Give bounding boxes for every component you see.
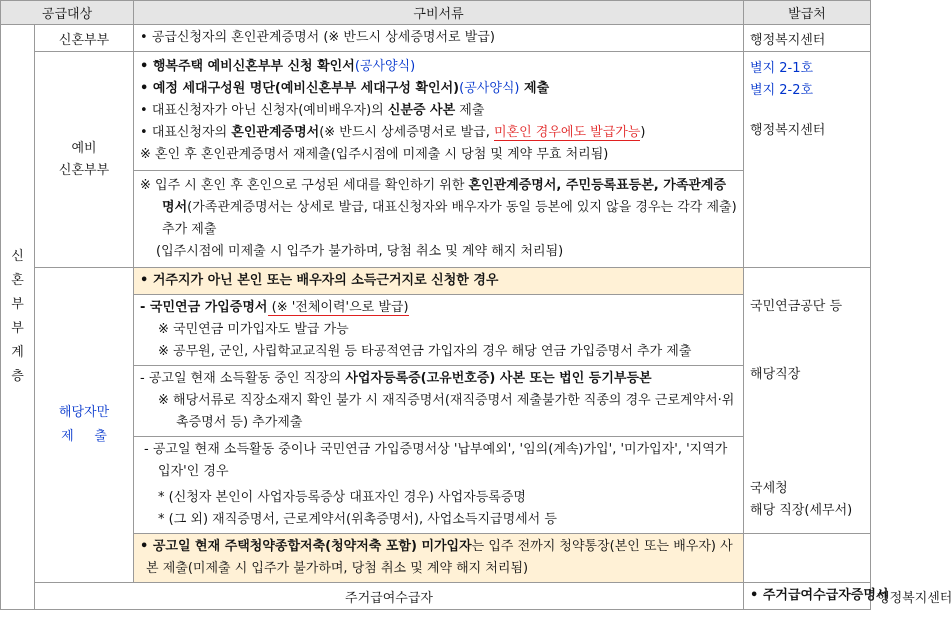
nps-note-2: * (그 외) 재직증명서, 근로계약서(위촉증명서), 사업소득지급명세서 등	[158, 512, 557, 527]
prospective-issuer: 행정복지센터	[750, 123, 826, 138]
prospective-doc3: • 대표신청자가 아닌 신청자(예비배우자)의	[140, 103, 388, 118]
pension-docs: - 국민연금 가입증명서 (※ '전체이력'으로 발급) ※ 국민연금 미가입자도 발급 가능 ※ 공무원, 군인, 사립학교교직원 등 타공적연금 가입자의 경우 해당 연금 가입증명서 추가 제출	[134, 295, 744, 366]
header-row	[1, 1, 871, 25]
form-2-2: 별지 2-2호	[750, 83, 814, 98]
prospective-label: 예비 신혼부부	[35, 52, 134, 268]
nps-docs	[134, 437, 744, 534]
header-target: 공급대상	[1, 1, 134, 25]
prospective-doc2: • 예정 세대구성원 명단(예비신혼부부 세대구성 확인서)	[140, 81, 460, 96]
pension-note-2: ※ 공무원, 군인, 사립학교교직원 등 타공적연금 가입자의 경우 해당 연금 가입증명서 추가 제출	[158, 344, 692, 359]
nps-issuer-2: 해당 직장(세무서)	[750, 503, 853, 518]
newlywed-group-label: 신 혼 부 부 계 층	[1, 25, 35, 610]
prospective-doc4: • 대표신청자의	[140, 125, 232, 140]
nps-note-1: * (신청자 본인이 사업자등록증상 대표자인 경우) 사업자등록증명	[158, 490, 526, 505]
savings-issuer	[744, 534, 871, 583]
prospective-doc1: • 행복주택 예비신혼부부 신청 확인서	[140, 59, 355, 74]
applicable-label: 해당자만 제 출	[35, 268, 134, 583]
biz-note: ※ 해당서류로 직장소재지 확인 불가 시 재직증명서(재직증명서 제출불가한 직종의 경우 근로계약서·위촉증명서 등) 추가제출	[158, 393, 735, 430]
applicable-banner: • 거주지가 아닌 본인 또는 배우자의 소득근거지로 신청한 경우	[134, 268, 744, 295]
pension-note-1: ※ 국민연금 미가입자도 발급 가능	[158, 322, 349, 337]
prospective-issuers	[744, 52, 871, 268]
form-2-1: 별지 2-1호	[750, 61, 814, 76]
prospective-note: ※ 입주 시 혼인 후 혼인으로 구성된 세대를 확인하기 위한 혼인관계증명서, 주민등록표등본, 가족관계증명서(가족관계증명서는 상세로 발급, 대표신청자와 배우자가 동일 등본에 있지 않을 경우는 각각 제출) 추가 제출 (입주시점에 미제출 시 입주가 불가하며, 당첨 취소 및 계약 해지 처리됨)	[134, 171, 744, 268]
header-documents: 구비서류	[134, 1, 744, 25]
header-issuer: 발급처	[744, 1, 871, 25]
pension-issuer: 국민연금공단 등	[750, 299, 843, 314]
newlywed-doc: • 공급신청자의 혼인관계증명서 (※ 반드시 상세증명서로 발급)	[134, 25, 744, 52]
newlywed-issuer: 행정복지센터	[744, 25, 871, 52]
row-prospective	[1, 52, 871, 171]
housing-benefit-doc: • 주거급여수급자증명서	[744, 583, 871, 610]
newlywed-label: 신혼부부	[35, 25, 134, 52]
row-housing-benefit: 주거급여수급자 • 주거급여수급자증명서 행정복지센터	[1, 583, 871, 610]
applicable-issuers	[744, 268, 871, 534]
row-applicable-banner	[1, 268, 871, 295]
nps-issuer-1: 국세청	[750, 481, 788, 496]
row-newlywed	[1, 25, 871, 52]
biz-doc: - 공고일 현재 소득활동 중인 직장의	[140, 371, 346, 386]
prospective-doc5: ※ 혼인 후 혼인관계증명서 재제출(입주시점에 미제출 시 당첨 및 계약 무효 처리됨)	[140, 147, 609, 162]
pension-doc: - 국민연금 가입증명서	[140, 300, 268, 315]
savings-doc: • 공고일 현재 주택청약종합저축(청약저축 포함) 미가입자는 입주 전까지 청약통장(본인 또는 배우자) 사본 제출(미제출 시 입주가 불가하며, 당첨 취소 및 계약 해지 처리됨)	[134, 534, 744, 583]
nps-doc: - 공고일 현재 소득활동 중이나 국민연금 가입증명서상 '납부예외', '임의(계속)가입', '미가입자', '지역가입자'인 경우	[144, 442, 728, 479]
biz-issuer: 해당직장	[750, 367, 801, 382]
housing-benefit-label: 주거급여수급자	[35, 583, 744, 610]
prospective-docs: • 행복주택 예비신혼부부 신청 확인서(공사양식) • 예정 세대구성원 명단(예비신혼부부 세대구성 확인서)(공사양식) 제출 • 대표신청자가 아닌 신청자(예비배우자)의 신분증 사본 제출 • 대표신청자의 혼인관계증명서(※ 반드시 상세증명서로 발급, 미혼인 경우에도 발급가능) ※ 혼인 후 혼인관계증명서 재제출(입주시점에 미제출 시 당첨 및 계약 무효 처리됨)	[134, 52, 744, 171]
biz-docs: - 공고일 현재 소득활동 중인 직장의 사업자등록증(고유번호증) 사본 또는 법인 등기부등본 ※ 해당서류로 직장소재지 확인 불가 시 재직증명서(재직증명서 제출불가한 직종의 경우 근로계약서·위촉증명서 등) 추가제출	[134, 366, 744, 437]
